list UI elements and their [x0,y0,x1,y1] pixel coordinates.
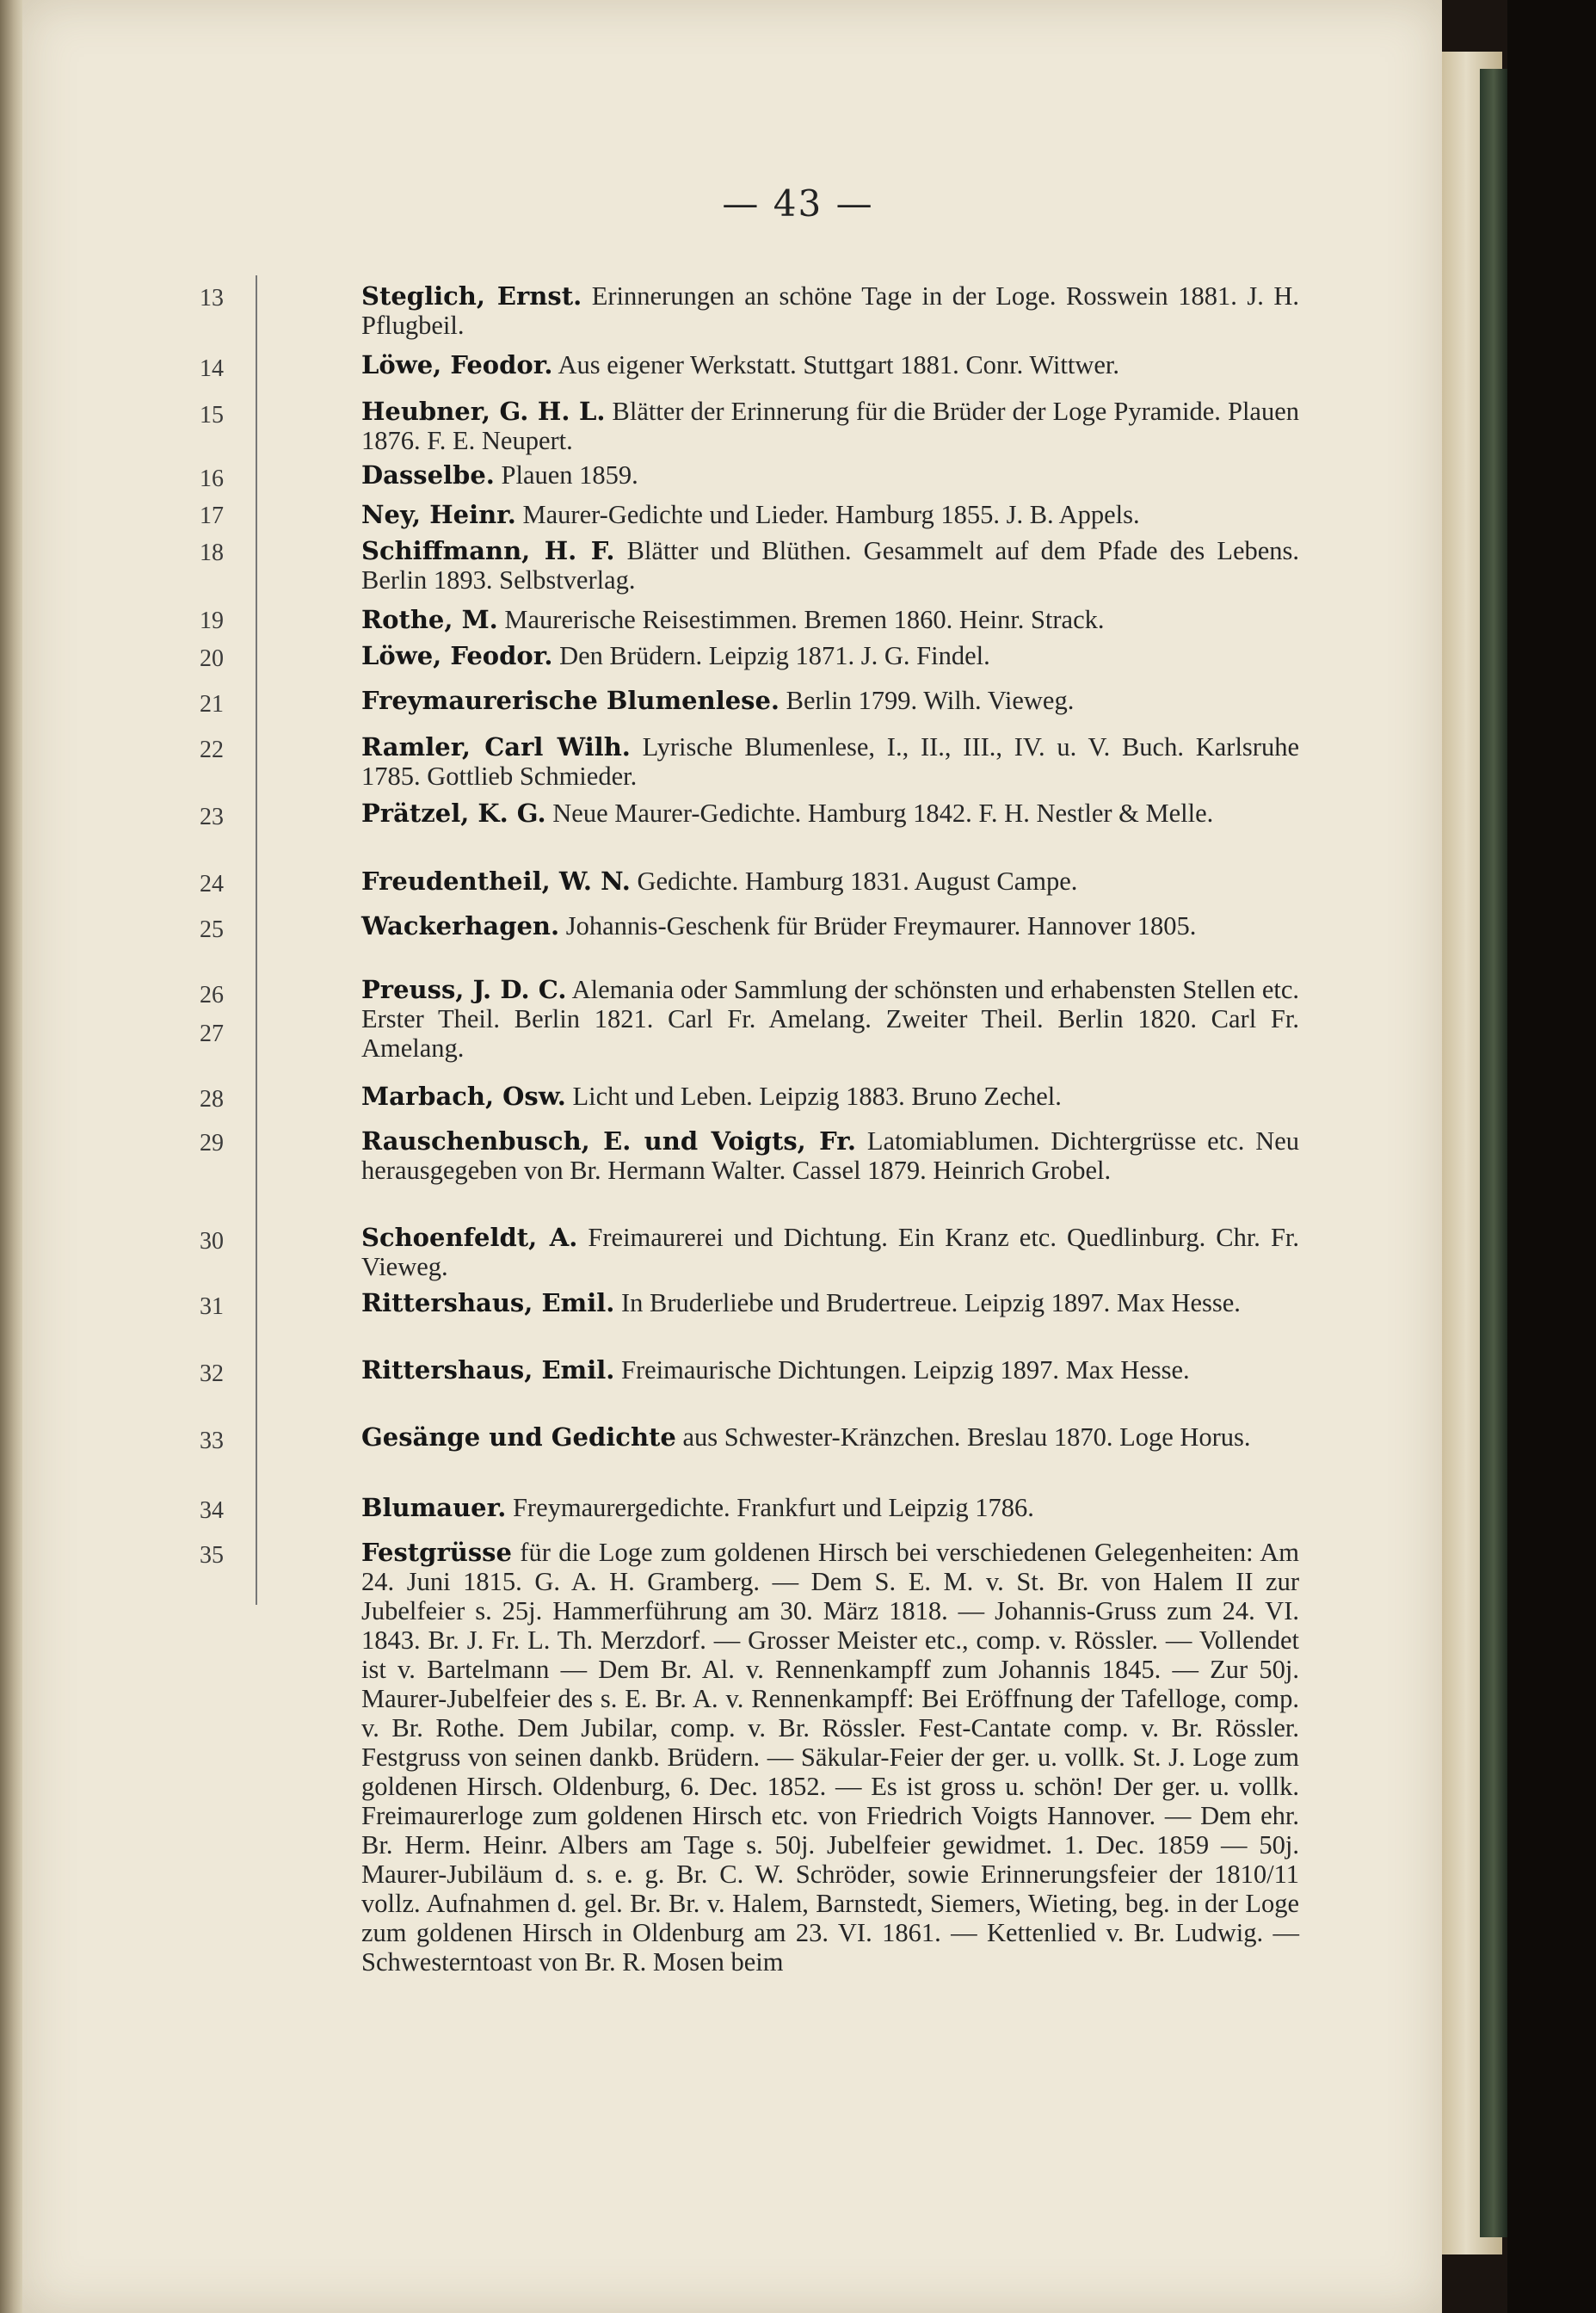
entry-text: Plauen 1859. [501,460,638,490]
entry-number: 23 [200,804,224,830]
entry-author: Rauschenbusch, E. und Voigts, Fr. [361,1126,856,1156]
entry [361,641,1299,670]
entry-number: 15 [200,402,224,429]
entry-number: 27 [200,1021,224,1047]
entry-author: Prätzel, K. G. [361,799,546,828]
entry [361,1288,1299,1317]
entry-text: Alemania oder Sammlung der schönsten und erhabensten Stellen etc. Erster Theil. Berlin 1821. Carl Fr. Amelang. Zweiter Theil. Berlin 1820. Carl Fr. Amelang. [361,975,1299,1063]
entry-author: Schiffmann, H. F. [361,536,615,565]
entry-number: 29 [200,1130,224,1156]
entry-number: 20 [200,645,224,672]
entry-number: 32 [200,1360,224,1387]
entry-number: 31 [200,1293,224,1320]
entry-author: Ramler, Carl Wilh. [361,732,631,762]
entry-number: 18 [200,540,224,566]
entry [361,799,1299,828]
entry [361,536,1299,595]
entry-number: 26 [200,982,224,1008]
entry-text: Maurer-Gedichte und Lieder. Hamburg 1855. J. B. Appels. [522,500,1140,529]
entry-number: 25 [200,916,224,943]
entry-number: 17 [200,503,224,529]
entry [361,1538,1299,1977]
entry-text: Maurerische Reisestimmen. Bremen 1860. Heinr. Strack. [504,605,1105,634]
entry-text: Freimaurische Dichtungen. Leipzig 1897. Max Hesse. [621,1355,1190,1385]
entry [361,605,1299,634]
entry [361,1126,1299,1185]
entry [361,460,1299,490]
entry-number: 28 [200,1086,224,1113]
entry-author: Dasselbe. [361,460,495,490]
entry-text: Blätter der Erinnerung für die Brüder der Loge Pyramide. Plauen 1876. F. E. Neupert. [361,397,1300,455]
entry-text: Freymaurergedichte. Frankfurt und Leipzig 1786. [512,1493,1034,1522]
entry [361,500,1299,529]
entry [361,911,1299,941]
entry [361,397,1299,455]
entry-author: Wackerhagen. [361,911,560,941]
entry-number: 30 [200,1228,224,1255]
background [1507,0,1596,2313]
left-page-edge [0,0,22,2313]
entry-author: Löwe, Feodor. [361,350,553,379]
entry-author: Festgrüsse [361,1538,512,1567]
entry-author: Steglich, Ernst. [361,281,582,311]
entry-number: 16 [200,466,224,492]
entry-text: Neue Maurer-Gedichte. Hamburg 1842. F. H. Nestler & Melle. [552,799,1214,828]
entry-number: 22 [200,737,224,763]
entry [361,867,1299,896]
entry-number: 34 [200,1497,224,1524]
entry-author: Blumauer. [361,1493,507,1522]
entry-author: Schoenfeldt, A. [361,1223,578,1252]
entry-text: In Bruderliebe und Brudertreue. Leipzig 1897. Max Hesse. [621,1288,1241,1317]
entry-text: Latomiablumen. Dichtergrüsse etc. Neu herausgegeben von Br. Hermann Walter. Cassel 1879. Heinrich Grobel. [361,1126,1300,1185]
entry-text: Licht und Leben. Leipzig 1883. Bruno Zechel. [572,1082,1062,1111]
entry-text: für die Loge zum goldenen Hirsch bei verschiedenen Gelegenheiten: Am 24. Juni 1815. G. A. H. Gramberg. — Dem S. E. M. v. St. Br. von Halem II zur Jubelfeier s. 25j. Hammerführung am 30. März 1818. — Johannis-Gruss zum 24. VI. 1843. Br. J. Fr. L. Th. Merzdorf. — Grosser Meister etc., comp. v. Rössler. — Vollendet ist v. Bartelmann — Dem Br. Al. v. Rennenkampff zum Johannis 1845. — Zur 50j. Maurer-Jubelfeier des s. E. Br. A. v. Rennenkampff: Bei Eröffnung der Tafelloge, comp. v. Br. Rothe. Dem Jubilar, comp. v. Br. Rössler. Fest-Cantate comp. v. Br. Rössler. Festgruss von seinen dankb. Brüdern. — Säkular-Feier der ger. u. vollk. St. J. Loge zum goldenen Hirsch. Oldenburg, 6. Dec. 1852. — Es ist gross u. schön! Der ger. u. vollk. Freimaurerloge zum goldenen Hirsch etc. von Friedrich Voigts Hannover. — Dem ehr. Br. Herm. Heinr. Albers am Tage s. 50j. Jubelfeier gewidmet. 1. Dec. 1859 — 50j. Maurer-Jubiläum d. s. e. g. Br. C. W. Schröder, sowie Erinnerungsfeier der 1810/11 vollz. Aufnahmen d. gel. Br. Br. v. Halem, Barnstedt, Siemers, Wieting, beg. in der Loge zum goldenen Hirsch in Oldenburg am 23. VI. 1861. — Kettenlied v. Br. Ludwig. — Schwesterntoast von Br. R. Mosen beim [361,1538,1299,1977]
entry-number: 13 [200,285,224,311]
entry [361,281,1299,340]
entry-number: 33 [200,1428,224,1454]
entry [361,732,1299,791]
entry-author: Freymaurerische Blumenlese. [361,686,780,715]
entry [361,1355,1299,1385]
entry-author: Heubner, G. H. L. [361,397,606,426]
entry-text: Lyrische Blumenlese, I., II., III., IV. u. V. Buch. Karlsruhe 1785. Gottlieb Schmieder. [361,732,1299,791]
entry-number: 24 [200,871,224,897]
margin-rule [256,275,257,1605]
entry-text: Gedichte. Hamburg 1831. August Campe. [637,867,1078,896]
entry-author: Rittershaus, Emil. [361,1288,615,1317]
entry-text: Den Brüdern. Leipzig 1871. J. G. Findel. [559,641,990,670]
entry [361,350,1299,379]
entry-number: 19 [200,608,224,634]
entry [361,1422,1299,1452]
page-number: — 43 — [722,182,874,225]
entry-author: Gesänge und Gedichte [361,1422,676,1452]
entry-author: Rothe, M. [361,605,498,634]
entry [361,1493,1299,1522]
entry-text: Johannis-Geschenk für Brüder Freymaurer. Hannover 1805. [565,911,1197,941]
entry-number: 21 [200,691,224,718]
entry-author: Löwe, Feodor. [361,641,553,670]
entry-text: Blätter und Blüthen. Gesammelt auf dem Pfade des Lebens. Berlin 1893. Selbstverlag. [361,536,1300,595]
entry-number: 14 [200,355,224,382]
entry-number: 35 [200,1542,224,1569]
entry-text: aus Schwester-Kränzchen. Breslau 1870. Loge Horus. [682,1422,1251,1452]
entry-author: Rittershaus, Emil. [361,1355,615,1385]
entry-text: Berlin 1799. Wilh. Vieweg. [786,686,1075,715]
entry-text: Erinnerungen an schöne Tage in der Loge. Rosswein 1881. J. H. Pflugbeil. [361,281,1299,340]
entry [361,975,1299,1063]
entry-text: Freimaurerei und Dichtung. Ein Kranz etc. Quedlinburg. Chr. Fr. Vieweg. [361,1223,1300,1281]
entry [361,686,1299,715]
entry [361,1223,1299,1281]
entry [361,1082,1299,1111]
book-cover [1480,69,1507,2237]
entry-author: Marbach, Osw. [361,1082,566,1111]
entry-author: Ney, Heinr. [361,500,516,529]
entry-author: Preuss, J. D. C. [361,975,567,1004]
entry-author: Freudentheil, W. N. [361,867,631,896]
entry-text: Aus eigener Werkstatt. Stuttgart 1881. Conr. Wittwer. [558,350,1119,379]
